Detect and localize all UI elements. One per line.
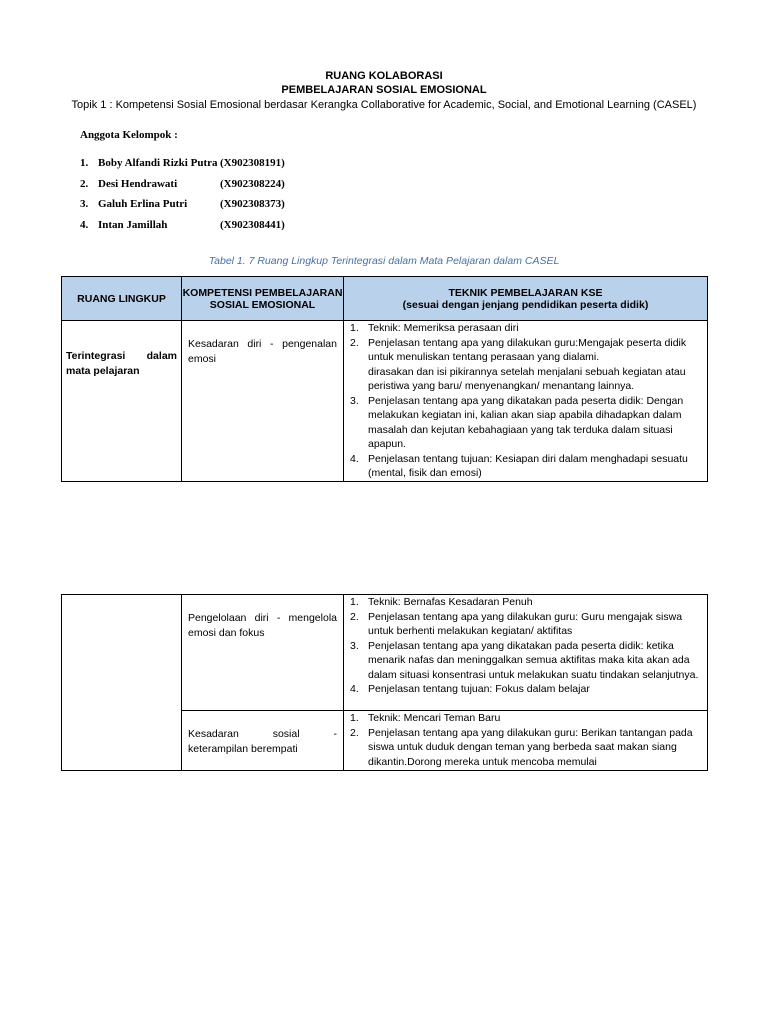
member-item: 1. Boby Alfandi Rizki Putra (X902308191) — [80, 157, 285, 169]
step-item: 1. Teknik: Mencari Teman Baru — [350, 712, 501, 724]
step-item: 4. Penjelasan tentang tujuan: Kesiapan diri dalam menghadapi sesuatu (mental, fisik dan emosi) — [350, 452, 688, 479]
competency-cell: Kesadaran diri - pengenalan emosi — [182, 321, 344, 482]
step-continuation: dirasakan dan isi pikirannya setelah menjalani sebuah kegiatan atau peristiwa yang baru/ menyenangkan/ menantang lainnya. — [368, 365, 686, 392]
step-item: 1. Teknik: Bernafas Kesadaran Penuh — [350, 596, 533, 608]
step-item: 2. Penjelasan tentang apa yang dilakukan guru: Guru mengajak siswa untuk berhenti melakukan kegiatan/ aktifitas — [350, 610, 683, 637]
step-item: 4. Penjelasan tentang tujuan: Fokus dalam belajar — [350, 683, 590, 695]
step-item: 3. Penjelasan tentang apa yang dikatakan pada peserta didik: ketika menarik nafas dan meninggalkan semua aktifitas maka kita akan ada dalam situasi konsentrasi untuk melakukan suatu tindakan selanjutnya. — [350, 639, 699, 681]
header-competency: KOMPETENSI PEMBELAJARAN SOSIAL EMOSIONAL — [182, 277, 344, 321]
competency-cell: Kesadaran sosial - keterampilan berempati — [182, 711, 344, 771]
member-item: 3. Galuh Erlina Putri (X902308373) — [80, 198, 285, 211]
step-item: 2. Penjelasan tentang apa yang dilakukan guru:Mengajak peserta didik untuk menuliskan tentang perasaan yang dialami. — [350, 336, 687, 363]
member-item: 2. Desi Hendrawati (X902308224) — [80, 177, 285, 190]
member-item: 4. Intan Jamillah (X902308441) — [80, 219, 285, 232]
step-item: 1. Teknik: Memeriksa perasaan diri — [350, 322, 519, 334]
header-technique: TEKNIK PEMBELAJARAN KSE (sesuai dengan jenjang pendidikan peserta didik) — [344, 277, 708, 321]
group-label: Anggota Kelompok : — [80, 129, 178, 141]
casel-table-continued — [61, 594, 708, 771]
step-item: 2. Penjelasan tentang apa yang dilakukan guru: Berikan tantangan pada siswa untuk duduk dengan teman yang berbeda saat makan siang dikantin.Dorong mereka untuk mencoba memulai — [350, 726, 693, 768]
document-subtitle: PEMBELAJARAN SOSIAL EMOSIONAL — [281, 84, 487, 96]
document-title: RUANG KOLABORASI — [325, 70, 443, 82]
table-caption: Tabel 1. 7 Ruang Lingkup Terintegrasi dalam Mata Pelajaran dalam CASEL — [208, 255, 560, 267]
technique-cell — [344, 321, 708, 482]
scope-cell-continued — [62, 595, 182, 771]
technique-cell — [344, 595, 708, 711]
technique-cell — [344, 711, 708, 771]
scope-cell: Terintegrasi dalam mata pelajaran — [62, 321, 182, 482]
member-list — [80, 157, 285, 240]
casel-table — [61, 276, 708, 482]
step-item: 3. Penjelasan tentang apa yang dikatakan pada peserta didik: Dengan melakukan kegiatan ini, kalian akan siap apabila dihadapkan dalam masalah dan kejutan kebahagiaan yang tak terduka dalam situasi apapun. — [350, 394, 684, 450]
competency-cell: Pengelolaan diri - mengelola emosi dan fokus — [182, 595, 344, 711]
header-scope: RUANG LINGKUP — [62, 277, 182, 321]
topic-line: Topik 1 : Kompetensi Sosial Emosional berdasar Kerangka Collaborative for Academic, Social, and Emotional Learning (CASEL) — [71, 99, 697, 111]
